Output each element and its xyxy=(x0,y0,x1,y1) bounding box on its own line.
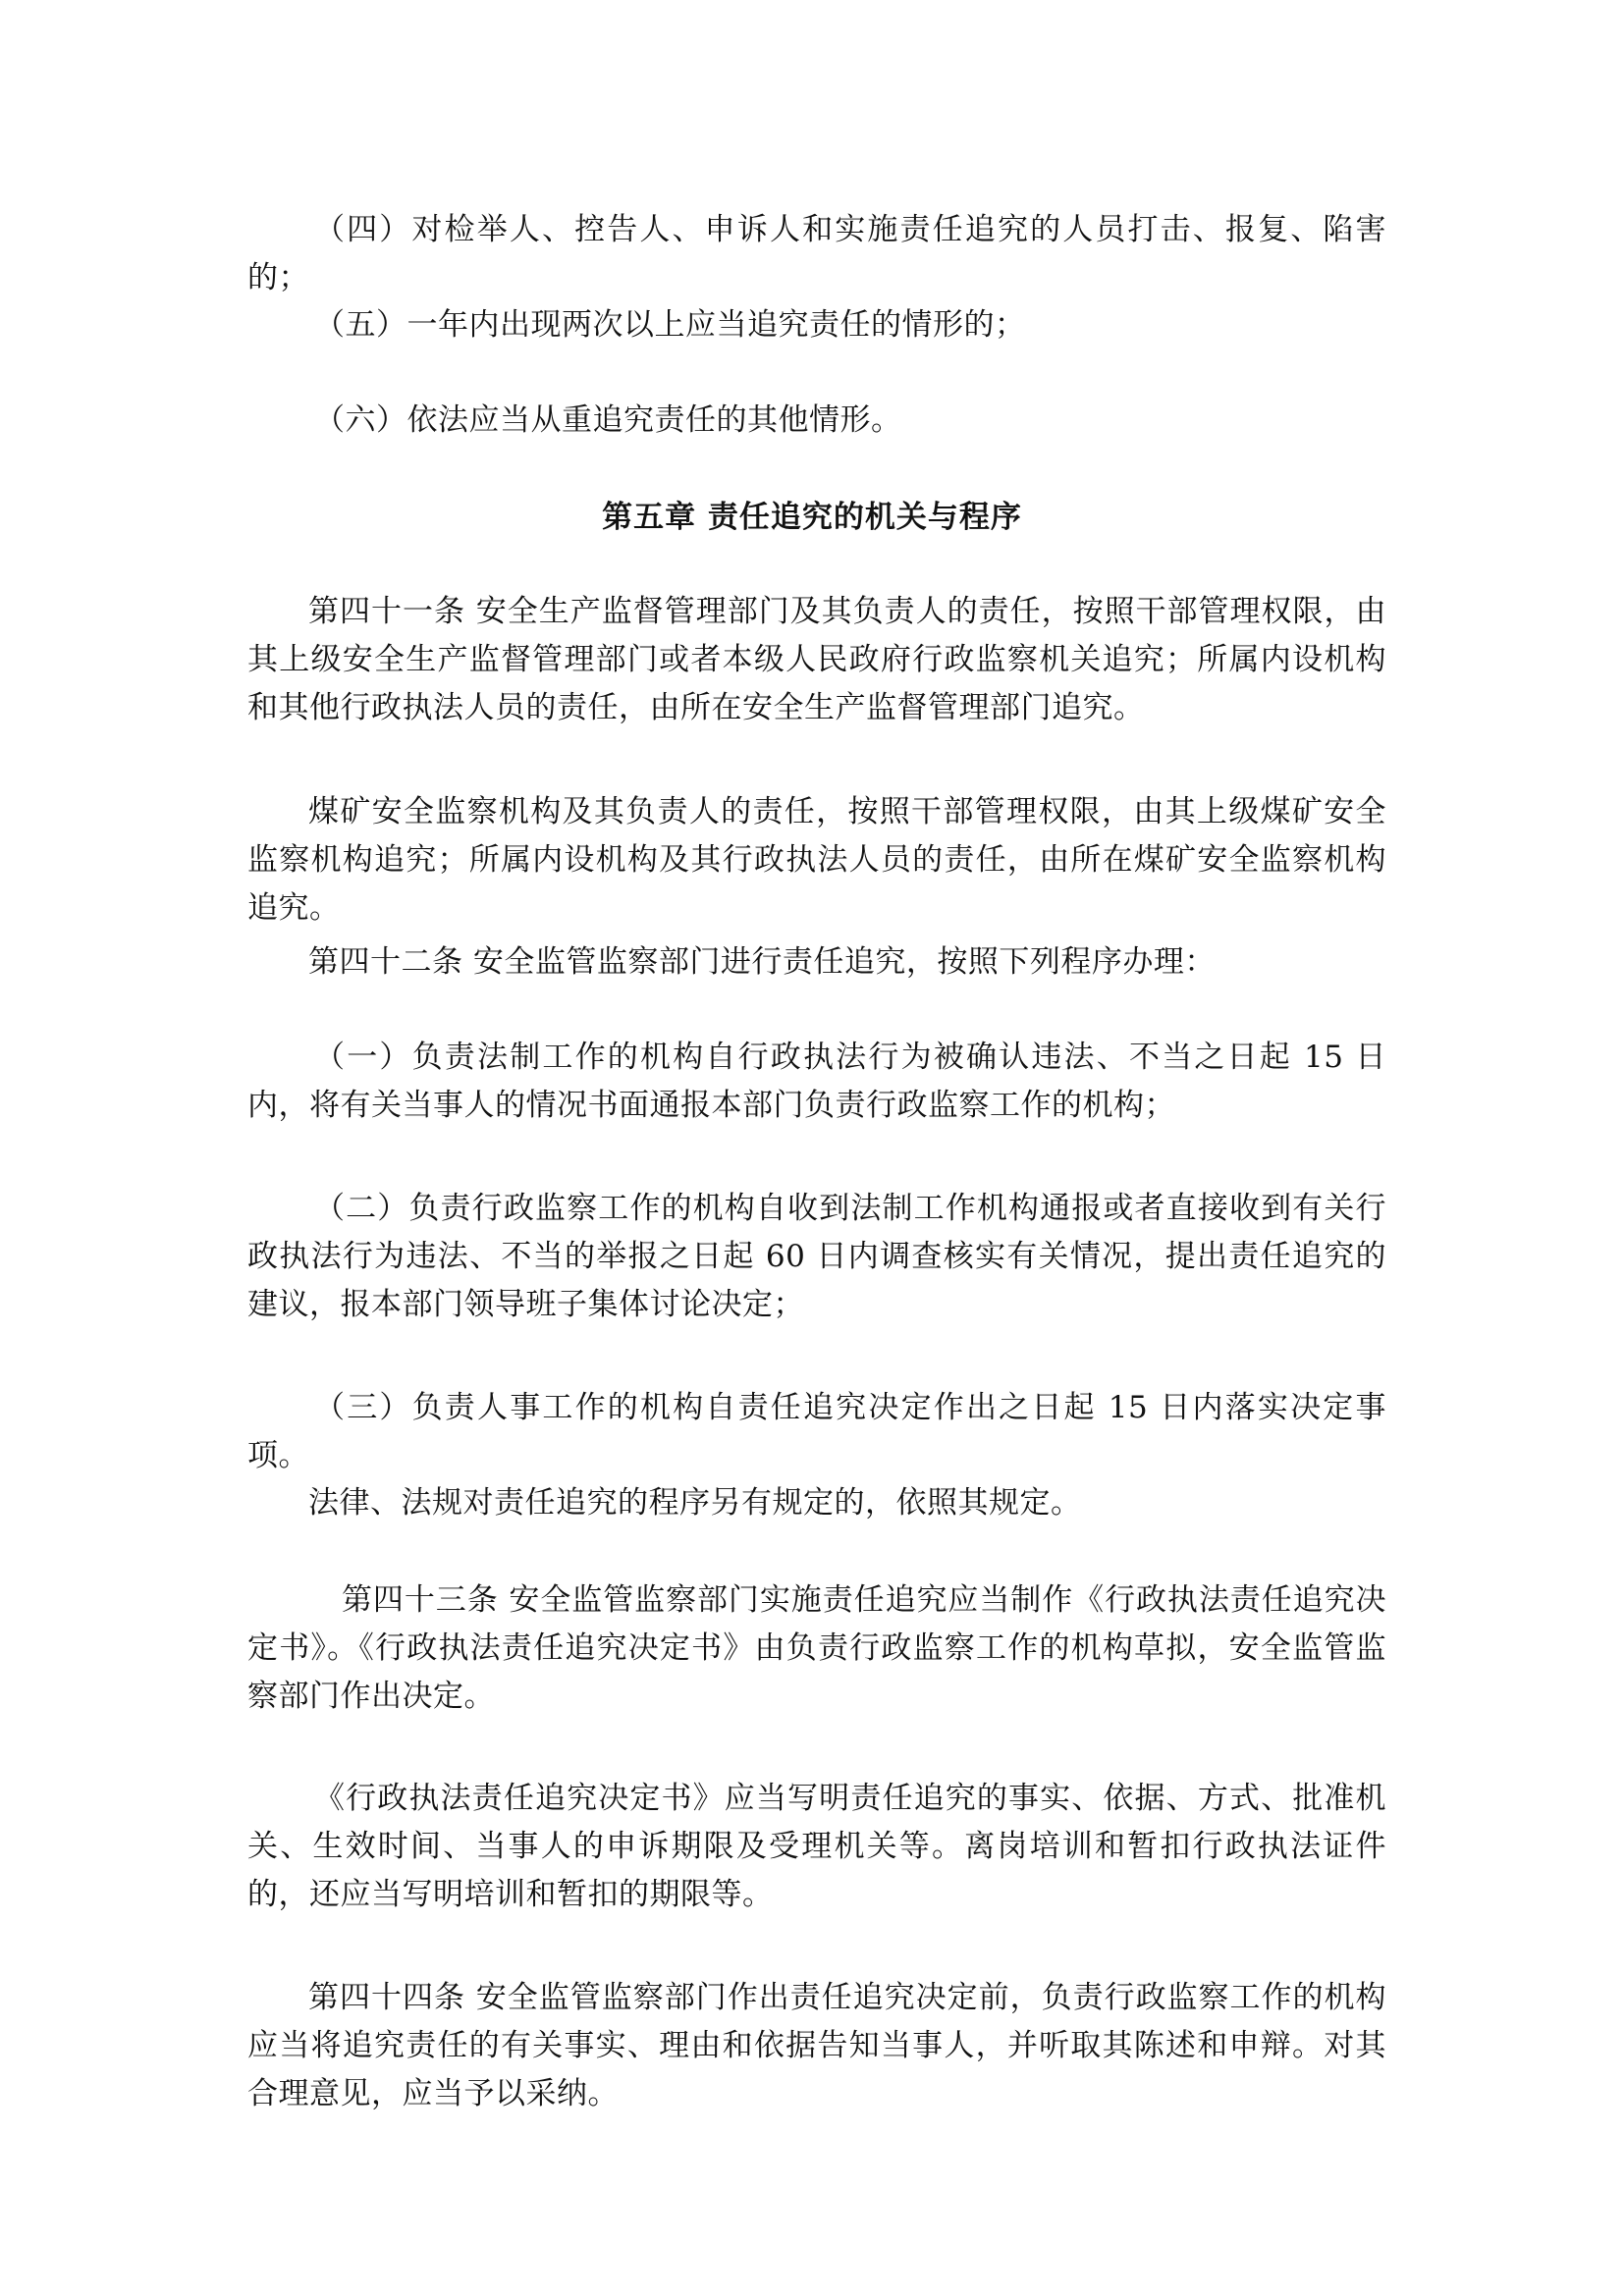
paragraph-item-5: （五）一年内出现两次以上应当追究责任的情形的； xyxy=(314,307,1026,343)
paragraph-article-44: 第四十四条 安全监管监察部门作出责任追究决定前，负责行政监察工作的机构应当将追究责任的有关事实、理由和依据告知当事人，并听取其陈述和申辩。对其合理意见，应当予以采纳。 xyxy=(247,1980,1386,2111)
chapter-heading: 第五章 责任追究的机关与程序 xyxy=(602,500,1022,535)
paragraph-article-42-part-2: 法律、法规对责任追究的程序另有规定的，依照其规定。 xyxy=(308,1485,1082,1521)
paragraph-article-41-part-2: 煤矿安全监察机构及其负责人的责任，按照干部管理权限，由其上级煤矿安全监察机构追究；所属内设机构及其行政执法人员的责任，由所在煤矿安全监察机构追究。 xyxy=(247,794,1386,926)
paragraph-article-43-part-2: 《行政执法责任追究决定书》应当写明责任追究的事实、依据、方式、批准机关、生效时间、当事人的申诉期限及受理机关等。离岗培训和暂扣行政执法证件的，还应当写明培训和暂扣的期限等。 xyxy=(247,1781,1386,1912)
paragraph-article-42-item-1: （一）负责法制工作的机构自行政执法行为被确认违法、不当之日起 15 日内，将有关当事人的情况书面通报本部门负责行政监察工作的机构； xyxy=(247,1040,1386,1123)
paragraph-article-42: 第四十二条 安全监管监察部门进行责任追究，按照下列程序办理： xyxy=(308,944,1216,980)
paragraph-article-42-item-2: （二）负责行政监察工作的机构自收到法制工作机构通报或者直接收到有关行政执法行为违法、不当的举报之日起 60 日内调查核实有关情况，提出责任追究的建议，报本部门领导班子集体讨论决定； xyxy=(247,1191,1386,1322)
paragraph-article-43: 第四十三条 安全监管监察部门实施责任追究应当制作《行政执法责任追究决定书》。《行政执法责任追究决定书》由负责行政监察工作的机构草拟，安全监管监察部门作出决定。 xyxy=(247,1582,1386,1714)
paragraph-article-42-item-3: （三）负责人事工作的机构自责任追究决定作出之日起 15 日内落实决定事项。 xyxy=(247,1390,1386,1473)
paragraph-item-6: （六）依法应当从重追究责任的其他情形。 xyxy=(314,402,902,438)
paragraph-article-41: 第四十一条 安全生产监督管理部门及其负责人的责任，按照干部管理权限，由其上级安全生产监督管理部门或者本级人民政府行政监察机关追究；所属内设机构和其他行政执法人员的责任，由所在安全生产监督管理部门追究。 xyxy=(247,594,1386,725)
paragraph-item-4: （四）对检举人、控告人、申诉人和实施责任追究的人员打击、报复、陷害的； xyxy=(247,212,1386,295)
